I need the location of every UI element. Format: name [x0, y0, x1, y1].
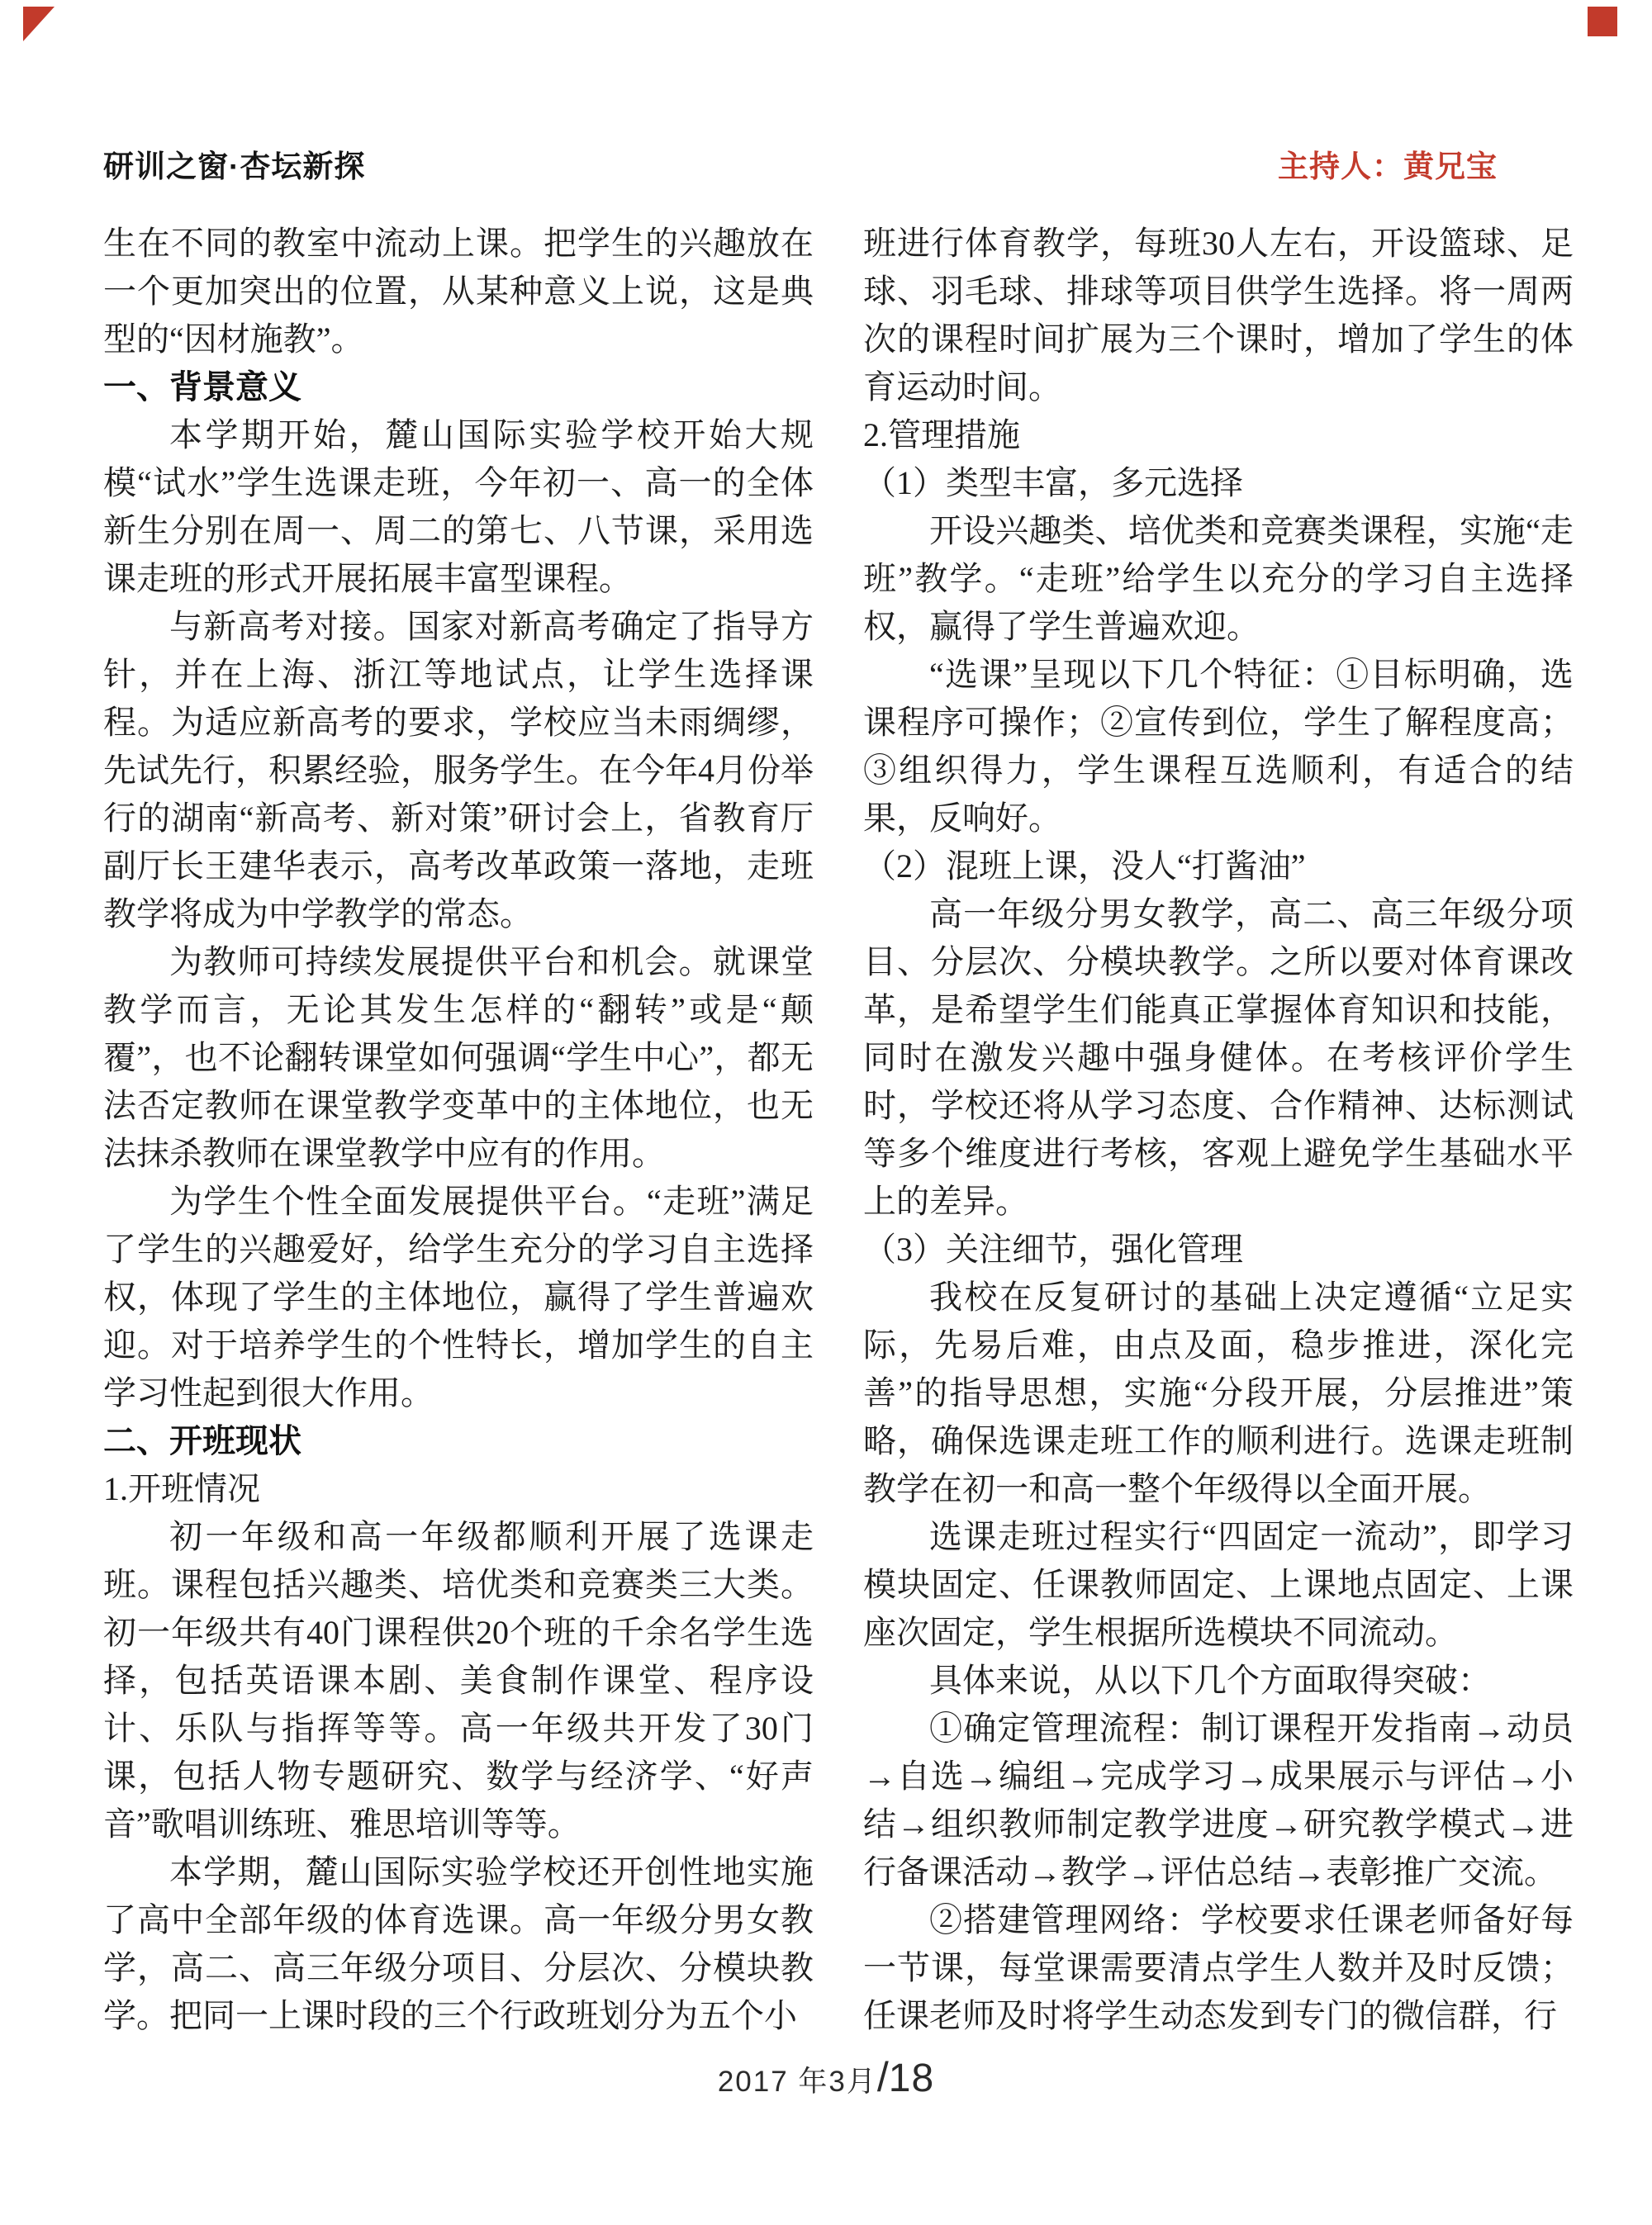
footer-separator: / [876, 2054, 889, 2100]
subsection-heading: （3）关注细节，强化管理 [863, 1231, 1243, 1268]
section-heading: 一、背景意义 [103, 369, 301, 406]
column-rubric: 研训之窗·杏坛新探 [103, 149, 366, 183]
paragraph: 我校在反复研讨的基础上决定遵循“立足实际，先易后难，由点及面，稳步推进，深化完善”的指导思想，实施“分段开展，分层推进”策略，确保选课走班工作的顺利进行。选课走班制教学在初一和高一整个年级得以全面开展。 [863, 1279, 1574, 1507]
corner-decoration-left-icon [23, 7, 55, 41]
paragraph: 与新高考对接。国家对新高考确定了指导方针，并在上海、浙江等地试点，让学生选择课程。为适应新高考的要求，学校应当未雨绸缪，先试先行，积累经验，服务学生。在今年4月份举行的湖南“新高考、新对策”研讨会上，省教育厅副厅长王建华表示，高考改革政策一落地，走班教学将成为中学教学的常态。 [103, 608, 814, 932]
paragraph: “选课”呈现以下几个特征：①目标明确，选课程序可操作；②宣传到位，学生了解程度高；③组织得力，学生课程互选顺利，有适合的结果，反响好。 [863, 656, 1574, 837]
paragraph: 初一年级和高一年级都顺利开展了选课走班。课程包括兴趣类、培优类和竞赛类三大类。初一年级共有40门课程供20个班的千余名学生选择，包括英语课本剧、美食制作课堂、程序设计、乐队与指挥等等。高一年级共开发了30门课，包括人物专题研究、数学与经济学、“好声音”歌唱训练班、雅思培训等等。 [103, 1518, 814, 1843]
paragraph: 具体来说，从以下几个方面取得突破： [929, 1662, 1491, 1699]
subsection-heading: （1）类型丰富，多元选择 [863, 464, 1243, 501]
paragraph: ①确定管理流程：制订课程开发指南→动员→自选→编组→完成学习→成果展示与评估→小结→组织教师制定教学进度→研究教学模式→进行备课活动→教学→评估总结→表彰推广交流。 [863, 1710, 1574, 1891]
right-column [863, 220, 1574, 2040]
section-heading: 二、开班现状 [103, 1423, 301, 1459]
subsection-heading: 1.开班情况 [103, 1470, 260, 1507]
article-body [103, 220, 1574, 2040]
paragraph: 生在不同的教室中流动上课。把学生的兴趣放在一个更加突出的位置，从某种意义上说，这是典型的“因材施教”。 [103, 225, 814, 358]
footer-date: 2017 年3月 [717, 2066, 877, 2098]
paragraph: 本学期开始，麓山国际实验学校开始大规模“试水”学生选课走班，今年初一、高一的全体新生分别在周一、周二的第七、八节课，采用选课走班的形式开展拓展丰富型课程。 [103, 416, 814, 597]
corner-decoration-right-icon [1588, 7, 1617, 36]
subsection-heading: 2.管理措施 [863, 416, 1020, 453]
host-credit: 主持人：黄兄宝 [1278, 149, 1498, 183]
page-header [103, 149, 1498, 185]
paragraph: ②搭建管理网络：学校要求任课老师备好每一节课，每堂课需要清点学生人数并及时反馈；任课老师及时将学生动态发到专门的微信群，行 [863, 1901, 1574, 2034]
paragraph: 开设兴趣类、培优类和竞赛类课程，实施“走班”教学。“走班”给学生以充分的学习自主选择权，赢得了学生普遍欢迎。 [863, 512, 1574, 645]
footer-page-number: 18 [888, 2057, 935, 2100]
paragraph: 为教师可持续发展提供平台和机会。就课堂教学而言，无论其发生怎样的“翻转”或是“颠覆”，也不论翻转课堂如何强调“学生中心”，都无法否定教师在课堂教学变革中的主体地位，也无法抹杀教师在课堂教学中应有的作用。 [103, 943, 814, 1172]
subsection-heading: （2）混班上课，没人“打酱油” [863, 847, 1306, 885]
paragraph: 高一年级分男女教学，高二、高三年级分项目、分层次、分模块教学。之所以要对体育课改革，是希望学生们能真正掌握体育知识和技能，同时在激发兴趣中强身健体。在考核评价学生时，学校还将从学习态度、合作精神、达标测试等多个维度进行考核，客观上避免学生基础水平上的差异。 [863, 895, 1574, 1220]
left-column [103, 220, 814, 2040]
page-footer [0, 2053, 1652, 2101]
paragraph: 班进行体育教学，每班30人左右，开设篮球、足球、羽毛球、排球等项目供学生选择。将一周两次的课程时间扩展为三个课时，增加了学生的体育运动时间。 [863, 225, 1574, 406]
paragraph: 选课走班过程实行“四固定一流动”，即学习模块固定、任课教师固定、上课地点固定、上课座次固定，学生根据所选模块不同流动。 [863, 1518, 1574, 1651]
paragraph: 为学生个性全面发展提供平台。“走班”满足了学生的兴趣爱好，给学生充分的学习自主选择权，体现了学生的主体地位，赢得了学生普遍欢迎。对于培养学生的个性特长，增加学生的自主学习性起到很大作用。 [103, 1183, 814, 1411]
paragraph: 本学期，麓山国际实验学校还开创性地实施了高中全部年级的体育选课。高一年级分男女教学，高二、高三年级分项目、分层次、分模块教学。把同一上课时段的三个行政班划分为五个小 [103, 1853, 814, 2034]
